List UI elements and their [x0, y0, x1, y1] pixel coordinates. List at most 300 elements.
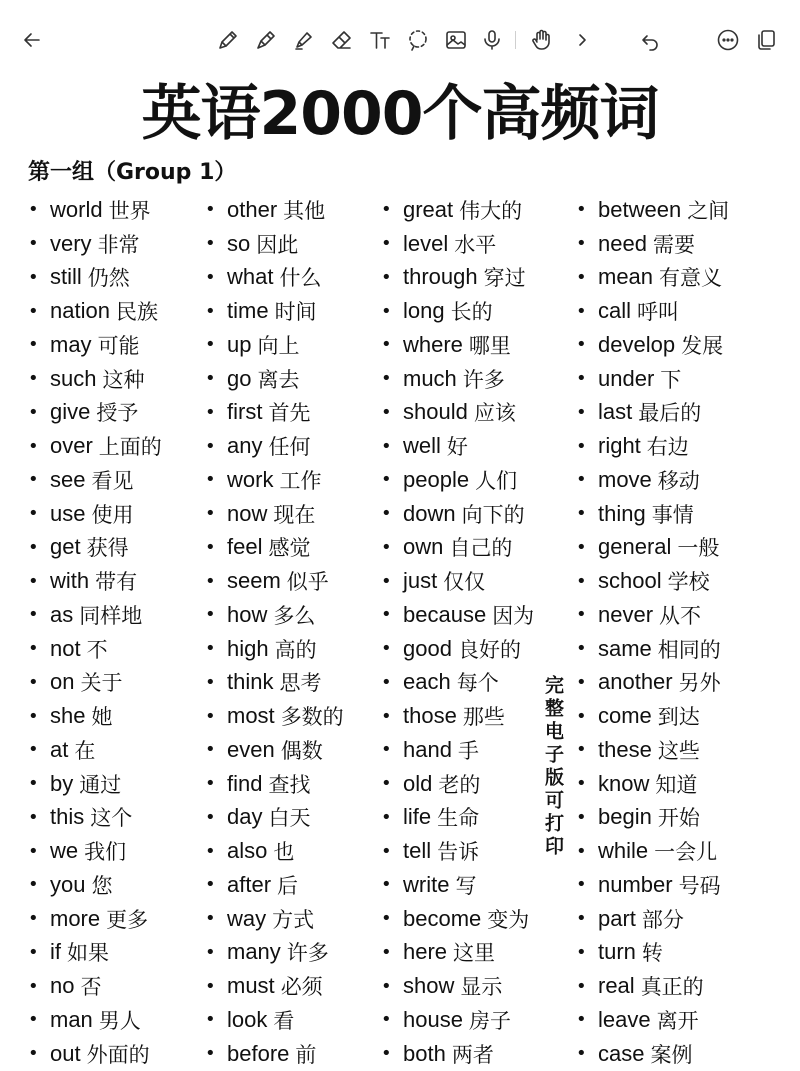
word-english: we	[50, 838, 79, 864]
bullet: •	[205, 806, 216, 828]
word-english: even	[227, 736, 275, 762]
word-chinese: 我们	[84, 840, 127, 865]
word-english: turn	[598, 939, 636, 965]
word-english: general	[598, 534, 672, 560]
bullet: •	[205, 874, 216, 896]
word-chinese: 穿过	[483, 266, 526, 291]
word-chinese: 这里	[453, 941, 496, 966]
word-item	[205, 699, 344, 733]
bullet: •	[381, 469, 392, 491]
word-chinese: 开始	[657, 806, 700, 831]
bullet: •	[381, 435, 392, 457]
word-item	[205, 429, 344, 463]
word-item	[381, 362, 534, 396]
word-chinese: 到达	[657, 705, 700, 730]
bullet: •	[576, 638, 587, 660]
word-english: where	[403, 331, 463, 357]
word-chinese: 伟大的	[459, 198, 523, 223]
word-chinese: 长的	[450, 300, 493, 325]
word-english: now	[227, 500, 268, 526]
word-chinese: 之间	[687, 198, 730, 223]
word-chinese: 向上	[257, 333, 300, 358]
word-english: part	[598, 905, 636, 931]
word-item	[28, 429, 162, 463]
word-item	[576, 531, 729, 565]
word-english: house	[403, 1006, 463, 1032]
word-item	[576, 497, 729, 531]
word-chinese: 任何	[268, 435, 311, 460]
word-item	[381, 294, 534, 328]
word-chinese: 案例	[650, 1042, 693, 1067]
word-english: case	[598, 1040, 645, 1066]
bullet: •	[205, 401, 216, 423]
word-chinese: 真正的	[640, 975, 704, 1000]
word-item	[381, 1037, 534, 1071]
word-chinese: 人们	[475, 468, 518, 493]
word-chinese: 水平	[454, 232, 497, 257]
word-chinese: 非常	[97, 232, 140, 257]
word-chinese: 知道	[655, 772, 698, 797]
word-chinese: 良好的	[457, 637, 521, 662]
word-english: good	[403, 635, 452, 661]
word-english: just	[403, 568, 438, 594]
bullet: •	[576, 908, 587, 930]
word-english: mean	[598, 264, 654, 290]
page-title: 英语2000个高频词	[141, 79, 659, 149]
bullet: •	[576, 1009, 587, 1031]
word-item	[576, 834, 729, 868]
word-chinese: 多数的	[280, 705, 344, 730]
word-chinese: 民族	[115, 300, 158, 325]
bullet: •	[28, 334, 39, 356]
word-english: many	[227, 939, 281, 965]
bullet: •	[205, 705, 216, 727]
word-english: no	[50, 973, 75, 999]
word-item	[576, 733, 729, 767]
bullet: •	[28, 941, 39, 963]
image-icon[interactable]	[442, 26, 470, 54]
bullet: •	[205, 300, 216, 322]
bullet: •	[28, 638, 39, 660]
bullet: •	[28, 199, 39, 221]
word-english: time	[227, 298, 269, 324]
bullet: •	[205, 266, 216, 288]
word-item	[576, 227, 729, 261]
word-item	[28, 936, 162, 970]
bullet: •	[576, 334, 587, 356]
word-item	[576, 463, 729, 497]
word-chinese: 一般	[677, 536, 720, 561]
word-item	[381, 227, 534, 261]
word-chinese: 那些	[462, 705, 505, 730]
word-item	[381, 699, 534, 733]
word-item	[381, 868, 534, 902]
word-item	[381, 531, 534, 565]
word-english: on	[50, 669, 75, 695]
word-chinese: 这种	[102, 367, 145, 392]
word-chinese: 多么	[273, 603, 316, 628]
word-chinese: 写	[455, 873, 477, 898]
bullet: •	[205, 334, 216, 356]
bullet: •	[576, 975, 587, 997]
word-chinese: 感觉	[268, 536, 311, 561]
word-item	[205, 497, 344, 531]
word-chinese: 方式	[272, 907, 315, 932]
word-english: move	[598, 466, 652, 492]
microphone-icon[interactable]	[478, 26, 506, 54]
word-english: through	[403, 264, 478, 290]
word-english: any	[227, 433, 263, 459]
word-english: she	[50, 703, 86, 729]
bullet: •	[28, 368, 39, 390]
word-item	[381, 564, 534, 598]
word-item	[576, 767, 729, 801]
word-english: this	[50, 804, 85, 830]
bullet: •	[205, 840, 216, 862]
word-english: real	[598, 973, 635, 999]
word-english: write	[403, 871, 450, 897]
word-item	[28, 902, 162, 936]
word-item	[381, 193, 534, 227]
word-item	[381, 396, 534, 430]
bullet: •	[381, 773, 392, 795]
word-chinese: 外面的	[86, 1042, 150, 1067]
word-item	[576, 801, 729, 835]
word-item	[576, 193, 729, 227]
bullet: •	[576, 536, 587, 558]
word-english: hand	[403, 736, 452, 762]
bullet: •	[576, 941, 587, 963]
bullet: •	[576, 705, 587, 727]
word-chinese: 看	[273, 1008, 295, 1033]
bullet: •	[28, 1009, 39, 1031]
word-chinese: 在	[74, 738, 96, 763]
bullet: •	[205, 941, 216, 963]
word-english: also	[227, 838, 268, 864]
bullet: •	[205, 536, 216, 558]
word-english: how	[227, 601, 268, 627]
word-english: life	[403, 804, 432, 830]
word-item	[576, 666, 729, 700]
bullet: •	[576, 874, 587, 896]
word-chinese: 许多	[462, 367, 505, 392]
forward-icon[interactable]	[568, 26, 596, 54]
word-chinese: 老的	[438, 772, 481, 797]
word-chinese: 其他	[283, 198, 326, 223]
word-item	[576, 699, 729, 733]
word-chinese: 看见	[91, 468, 134, 493]
word-chinese: 使用	[91, 502, 134, 527]
word-english: another	[598, 669, 673, 695]
bullet: •	[381, 975, 392, 997]
word-item	[205, 328, 344, 362]
word-english: you	[50, 871, 86, 897]
word-english: last	[598, 399, 633, 425]
word-english: well	[403, 433, 441, 459]
word-english: come	[598, 703, 652, 729]
word-chinese: 房子	[468, 1008, 511, 1033]
word-english: great	[403, 196, 454, 222]
bullet: •	[381, 604, 392, 626]
pages-icon[interactable]	[752, 26, 780, 54]
word-item	[28, 632, 162, 666]
word-item	[576, 969, 729, 1003]
word-item	[381, 632, 534, 666]
word-item	[576, 261, 729, 295]
word-english: before	[227, 1040, 290, 1066]
bullet: •	[381, 300, 392, 322]
word-english: must	[227, 973, 275, 999]
word-chinese: 离去	[257, 367, 300, 392]
word-english: much	[403, 365, 457, 391]
word-english: people	[403, 466, 470, 492]
group-heading: 第一组（Group 1）	[28, 160, 237, 185]
word-chinese: 思考	[279, 671, 322, 696]
word-english: give	[50, 399, 91, 425]
word-chinese: 否	[80, 975, 102, 1000]
word-english: first	[227, 399, 263, 425]
word-english: feel	[227, 534, 263, 560]
word-item	[28, 699, 162, 733]
word-item	[381, 328, 534, 362]
word-item	[576, 328, 729, 362]
word-item	[205, 902, 344, 936]
word-chinese: 似乎	[286, 570, 329, 595]
word-item	[576, 936, 729, 970]
bullet: •	[576, 671, 587, 693]
bullet: •	[576, 739, 587, 761]
bullet: •	[381, 199, 392, 221]
word-item	[205, 564, 344, 598]
word-item	[205, 463, 344, 497]
word-item	[576, 362, 729, 396]
bullet: •	[205, 773, 216, 795]
eraser-icon[interactable]	[328, 26, 356, 54]
word-item	[205, 598, 344, 632]
word-item	[205, 1037, 344, 1071]
word-english: find	[227, 770, 263, 796]
bullet: •	[381, 401, 392, 423]
word-english: each	[403, 669, 451, 695]
word-english: tell	[403, 838, 432, 864]
word-english: right	[598, 433, 641, 459]
bullet: •	[205, 671, 216, 693]
pencil-icon[interactable]	[214, 26, 242, 54]
word-chinese: 这个	[90, 806, 133, 831]
word-english: high	[227, 635, 269, 661]
word-chinese: 哪里	[468, 333, 511, 358]
word-english: leave	[598, 1006, 651, 1032]
word-item	[381, 969, 534, 1003]
word-english: use	[50, 500, 86, 526]
word-english: with	[50, 568, 90, 594]
bullet: •	[381, 1009, 392, 1031]
word-item	[576, 902, 729, 936]
bullet: •	[576, 469, 587, 491]
word-chinese: 有意义	[659, 266, 723, 291]
bullet: •	[381, 840, 392, 862]
word-chinese: 每个	[456, 671, 499, 696]
word-chinese: 应该	[473, 401, 516, 426]
word-english: between	[598, 196, 682, 222]
word-chinese: 离开	[656, 1008, 699, 1033]
word-chinese: 时间	[274, 300, 317, 325]
word-english: day	[227, 804, 263, 830]
bullet: •	[205, 638, 216, 660]
word-item	[205, 767, 344, 801]
word-chinese: 相同的	[657, 637, 721, 662]
word-english: way	[227, 905, 267, 931]
side-note: 完整电子版可打印	[542, 675, 564, 859]
word-chinese: 仅仅	[443, 570, 486, 595]
word-english: these	[598, 736, 652, 762]
word-chinese: 通过	[79, 772, 122, 797]
bullet: •	[205, 1009, 216, 1031]
word-item	[28, 531, 162, 565]
word-item	[28, 564, 162, 598]
word-item	[381, 598, 534, 632]
word-item	[205, 362, 344, 396]
word-english: never	[598, 601, 654, 627]
word-chinese: 男人	[98, 1008, 141, 1033]
word-english: look	[227, 1006, 268, 1032]
word-english: more	[50, 905, 101, 931]
word-chinese: 后	[277, 873, 299, 898]
bullet: •	[381, 739, 392, 761]
word-item	[28, 733, 162, 767]
word-english: other	[227, 196, 278, 222]
bullet: •	[381, 705, 392, 727]
word-english: as	[50, 601, 74, 627]
word-chinese: 带有	[95, 570, 138, 595]
word-item	[381, 902, 534, 936]
bullet: •	[381, 536, 392, 558]
bullet: •	[205, 199, 216, 221]
bullet: •	[28, 1043, 39, 1065]
word-item	[205, 801, 344, 835]
bullet: •	[576, 1043, 587, 1065]
gesture-icon[interactable]	[528, 26, 556, 54]
word-english: after	[227, 871, 272, 897]
bullet: •	[28, 671, 39, 693]
word-english: begin	[598, 804, 652, 830]
bullet: •	[28, 401, 39, 423]
text-tool-icon[interactable]	[366, 26, 394, 54]
word-item	[205, 969, 344, 1003]
word-chinese: 好	[446, 435, 468, 460]
word-item	[28, 497, 162, 531]
bullet: •	[576, 300, 587, 322]
word-chinese: 发展	[681, 333, 724, 358]
word-chinese: 另外	[678, 671, 721, 696]
bullet: •	[28, 975, 39, 997]
word-chinese: 仍然	[87, 266, 130, 291]
bullet: •	[205, 570, 216, 592]
word-chinese: 手	[457, 738, 479, 763]
word-english: call	[598, 298, 632, 324]
word-item	[205, 193, 344, 227]
word-item	[576, 632, 729, 666]
word-english: school	[598, 568, 662, 594]
pen-icon[interactable]	[252, 26, 280, 54]
word-chinese: 两者	[451, 1042, 494, 1067]
highlighter-icon[interactable]	[290, 26, 318, 54]
bullet: •	[205, 975, 216, 997]
word-item	[205, 733, 344, 767]
word-item	[205, 1003, 344, 1037]
bullet: •	[205, 908, 216, 930]
bullet: •	[28, 806, 39, 828]
word-english: thing	[598, 500, 646, 526]
bullet: •	[28, 435, 39, 457]
word-chinese: 现在	[273, 502, 316, 527]
bullet: •	[576, 570, 587, 592]
word-item	[28, 598, 162, 632]
word-chinese: 查找	[268, 772, 311, 797]
word-chinese: 也	[273, 840, 295, 865]
word-english: what	[227, 264, 274, 290]
bullet: •	[28, 773, 39, 795]
word-item	[576, 598, 729, 632]
word-chinese: 因为	[492, 603, 535, 628]
bullet: •	[381, 503, 392, 525]
word-english: while	[598, 838, 649, 864]
word-chinese: 上面的	[98, 435, 162, 460]
bullet: •	[205, 503, 216, 525]
word-chinese: 授予	[96, 401, 139, 426]
word-chinese: 一会儿	[654, 840, 718, 865]
word-item	[381, 767, 534, 801]
bullet: •	[28, 233, 39, 255]
bullet: •	[576, 503, 587, 525]
word-english: man	[50, 1006, 93, 1032]
word-english: need	[598, 230, 647, 256]
word-english: nation	[50, 298, 110, 324]
bullet: •	[28, 469, 39, 491]
word-item	[381, 801, 534, 835]
bullet: •	[576, 806, 587, 828]
word-english: old	[403, 770, 433, 796]
word-item	[28, 261, 162, 295]
word-chinese: 什么	[279, 266, 322, 291]
word-english: number	[598, 871, 673, 897]
word-chinese: 这些	[657, 738, 700, 763]
back-icon[interactable]	[18, 26, 46, 54]
word-chinese: 获得	[86, 536, 129, 561]
word-chinese: 右边	[646, 435, 689, 460]
word-item	[205, 834, 344, 868]
bullet: •	[205, 233, 216, 255]
bullet: •	[576, 368, 587, 390]
bullet: •	[381, 334, 392, 356]
bullet: •	[381, 671, 392, 693]
word-english: think	[227, 669, 274, 695]
word-english: become	[403, 905, 482, 931]
word-english: see	[50, 466, 86, 492]
word-item	[381, 429, 534, 463]
bullet: •	[381, 1043, 392, 1065]
word-chinese: 关于	[80, 671, 123, 696]
bullet: •	[28, 300, 39, 322]
word-item	[28, 463, 162, 497]
word-english: level	[403, 230, 449, 256]
undo-icon[interactable]	[636, 26, 664, 54]
toolbar-divider	[515, 31, 516, 49]
lasso-icon[interactable]	[404, 26, 432, 54]
more-icon[interactable]	[714, 26, 742, 54]
word-chinese: 生命	[437, 806, 480, 831]
word-chinese: 她	[91, 705, 113, 730]
